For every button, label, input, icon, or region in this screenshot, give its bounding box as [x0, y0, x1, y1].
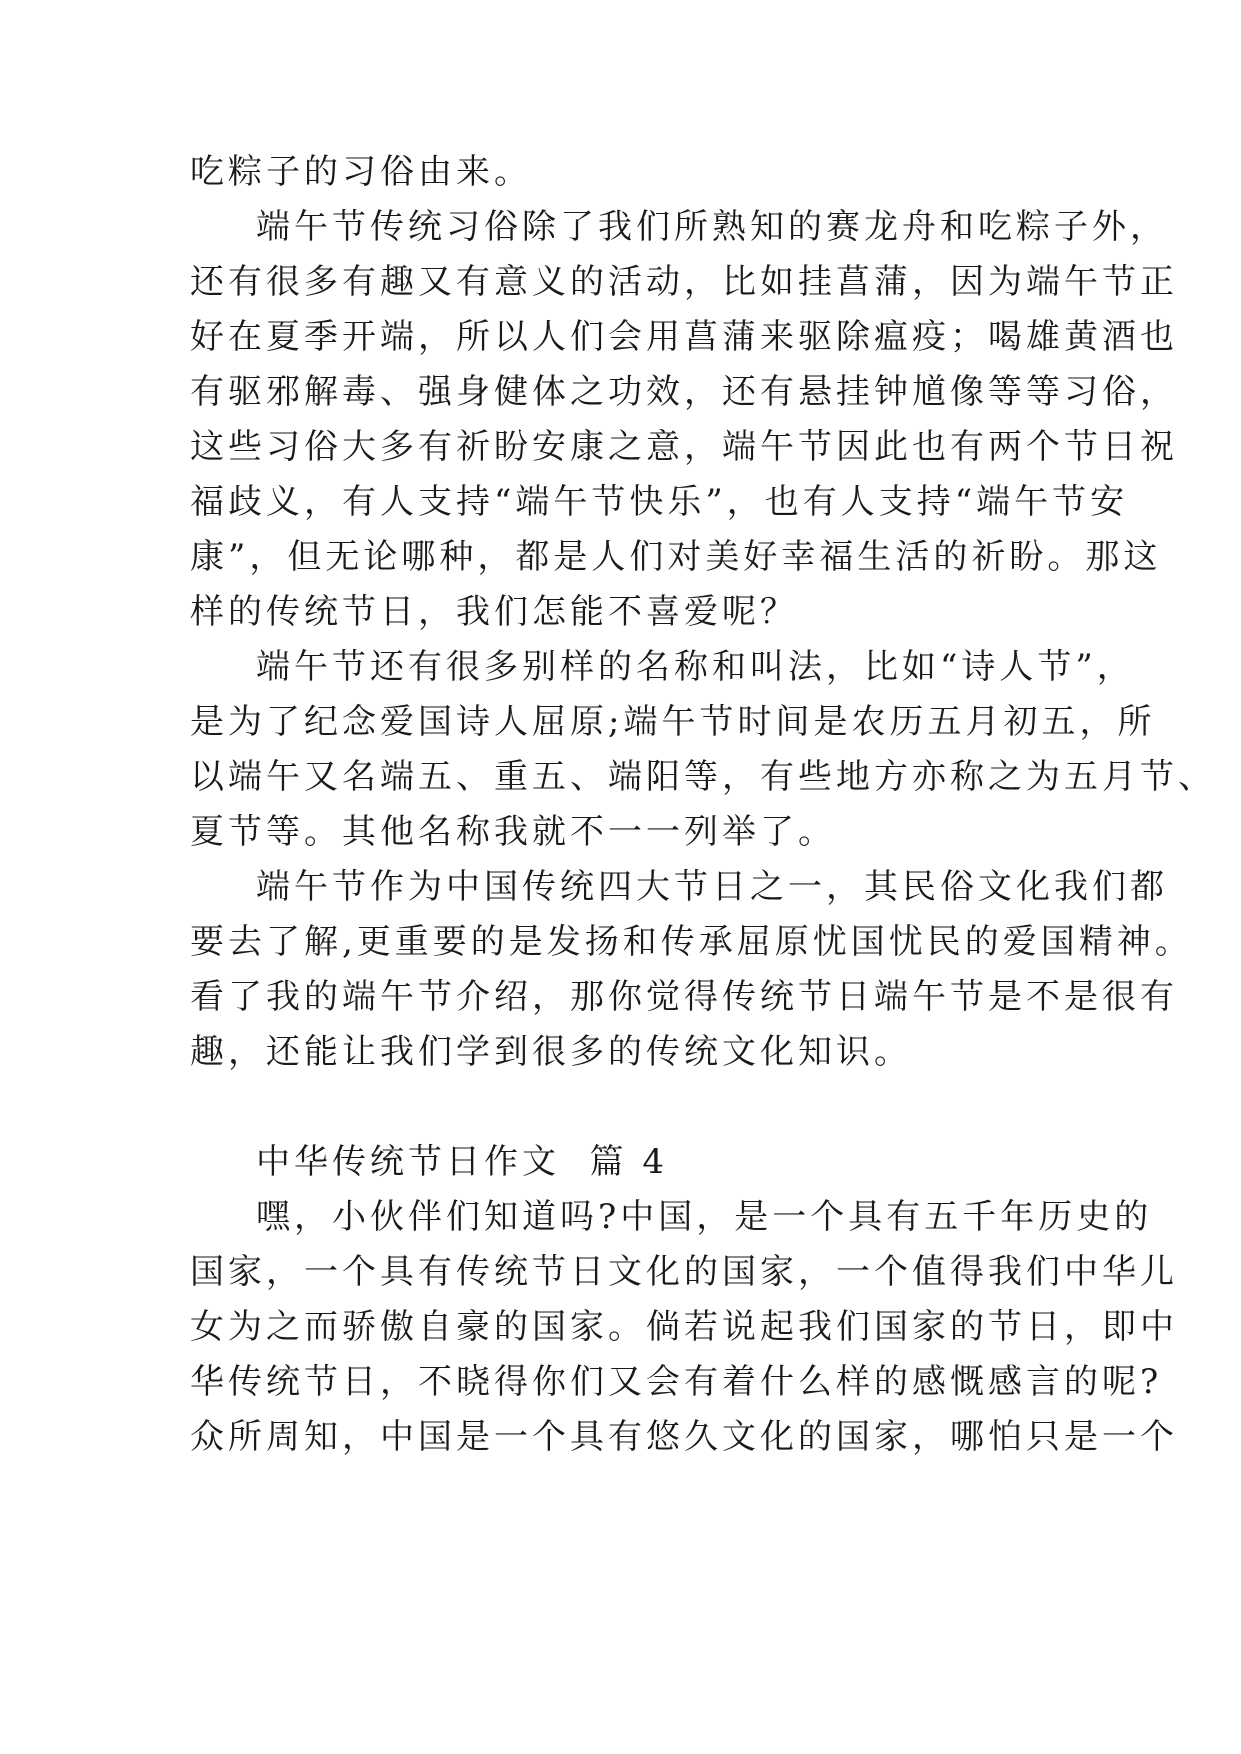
text-line: 好在夏季开端，所以人们会用菖蒲来驱除瘟疫；喝雄黄酒也	[190, 317, 1178, 357]
text-line: 端午节作为中国传统四大节日之一，其民俗文化我们都	[256, 867, 1168, 907]
text-line: 吃粽子的习俗由来。	[190, 152, 532, 192]
text-line: 福歧义，有人支持“端午节快乐”，也有人支持“端午节安	[190, 482, 1129, 522]
text-line: 夏节等。其他名称我就不一一列举了。	[190, 812, 836, 852]
text-line: 还有很多有趣又有意义的活动，比如挂菖蒲，因为端午节正	[190, 262, 1178, 302]
text-line: 看了我的端午节介绍，那你觉得传统节日端午节是不是很有	[190, 977, 1178, 1017]
text-line: 嘿，小伙伴们知道吗?中国，是一个具有五千年历史的	[256, 1197, 1153, 1237]
text-line: 女为之而骄傲自豪的国家。倘若说起我们国家的节日，即中	[190, 1307, 1178, 1347]
text-line: 华传统节日，不晓得你们又会有着什么样的感慨感言的呢?	[190, 1362, 1163, 1402]
text-line: 端午节传统习俗除了我们所熟知的赛龙舟和吃粽子外，	[256, 207, 1168, 247]
text-line: 以端午又名端五、重五、端阳等，有些地方亦称之为五月节、	[190, 757, 1216, 797]
section-heading: 中华传统节日作文 篇 4	[256, 1142, 669, 1182]
text-line: 有驱邪解毒、强身健体之功效，还有悬挂钟馗像等等习俗，	[190, 372, 1178, 412]
text-line: 样的传统节日，我们怎能不喜爱呢？	[190, 592, 798, 632]
text-line: 趣，还能让我们学到很多的传统文化知识。	[190, 1032, 912, 1072]
text-line: 众所周知，中国是一个具有悠久文化的国家，哪怕只是一个	[190, 1417, 1178, 1457]
text-line: 要去了解,更重要的是发扬和传承屈原忧国忧民的爱国精神。	[190, 922, 1193, 962]
text-line: 端午节还有很多别样的名称和叫法，比如“诗人节”，	[256, 647, 1135, 687]
text-line: 康”，但无论哪种，都是人们对美好幸福生活的祈盼。那这	[190, 537, 1162, 577]
text-line: 国家，一个具有传统节日文化的国家，一个值得我们中华儿	[190, 1252, 1178, 1292]
text-line: 是为了纪念爱国诗人屈原;端午节时间是农历五月初五，所	[190, 702, 1156, 742]
text-line: 这些习俗大多有祈盼安康之意，端午节因此也有两个节日祝	[190, 427, 1178, 467]
